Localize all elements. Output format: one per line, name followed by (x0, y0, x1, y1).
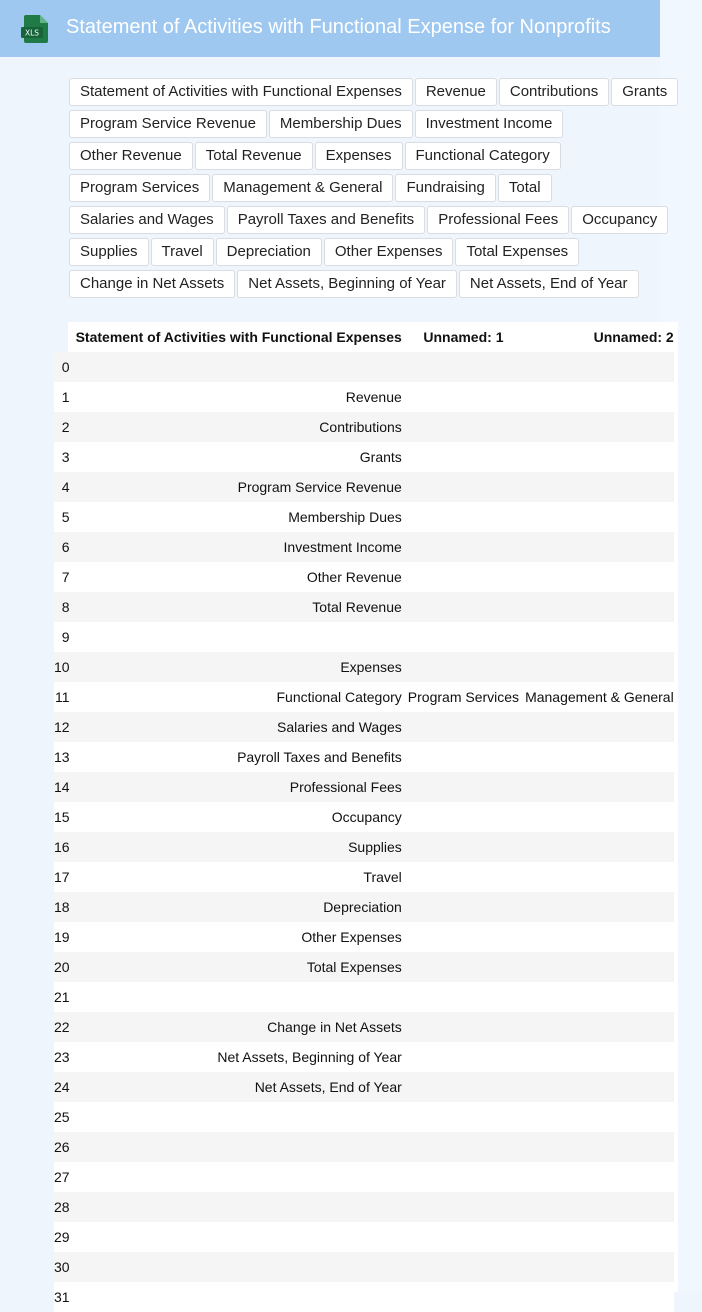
table-cell: Membership Dues (288, 509, 402, 525)
table-cell (519, 1042, 674, 1072)
row-index-cell: 23 (54, 1049, 70, 1065)
table-cell (76, 1222, 408, 1252)
table-cell (519, 1072, 674, 1102)
table-cell: Net Assets, Beginning of Year (217, 1049, 402, 1065)
table-row (54, 592, 674, 622)
column-tag-button[interactable]: Occupancy (571, 206, 668, 234)
row-index-cell: 9 (61, 629, 70, 645)
column-tag-button[interactable]: Professional Fees (427, 206, 569, 234)
table-cell (519, 1012, 674, 1042)
table-row (54, 832, 674, 862)
table-cell (408, 1222, 519, 1252)
table-cell: Program Service Revenue (237, 479, 402, 495)
table-cell (408, 472, 519, 502)
row-index-cell: 4 (61, 479, 70, 495)
column-tag-button[interactable]: Total (498, 174, 552, 202)
table-cell (76, 1192, 408, 1222)
table-cell (408, 382, 519, 412)
table-cell (408, 502, 519, 532)
table-row (54, 712, 674, 742)
table-cell (408, 562, 519, 592)
row-index-cell: 6 (61, 539, 70, 555)
table-cell (408, 772, 519, 802)
table-cell (519, 352, 674, 382)
table-cell: Grants (359, 449, 402, 465)
table-cell (519, 562, 674, 592)
row-index-cell: 16 (54, 839, 70, 855)
table-cell (408, 802, 519, 832)
column-tag-button[interactable]: Investment Income (415, 110, 564, 138)
table-cell: Expenses (340, 659, 402, 675)
row-index-cell: 2 (61, 419, 70, 435)
table-cell (519, 1132, 674, 1162)
table-cell (408, 892, 519, 922)
row-index-cell: 27 (54, 1169, 70, 1185)
table-row (54, 772, 674, 802)
column-tag-button[interactable]: Other Expenses (324, 238, 454, 266)
table-cell (519, 952, 674, 982)
row-index-cell: 12 (54, 719, 70, 735)
table-cell (519, 382, 674, 412)
column-tag-button[interactable]: Salaries and Wages (69, 206, 225, 234)
table-cell (519, 1162, 674, 1192)
table-row (54, 622, 674, 652)
column-header[interactable]: Unnamed: 1 (423, 329, 504, 345)
table-cell (408, 592, 519, 622)
row-index-cell: 0 (61, 359, 70, 375)
column-tag-button[interactable]: Depreciation (216, 238, 322, 266)
table-cell (519, 1222, 674, 1252)
table-row (54, 472, 674, 502)
row-index-cell: 15 (54, 809, 70, 825)
column-tag-button[interactable]: Program Services (69, 174, 210, 202)
table-cell (408, 1102, 519, 1132)
column-tag-button[interactable]: Membership Dues (269, 110, 413, 138)
table-row (54, 682, 674, 712)
row-index-cell: 21 (54, 989, 70, 1005)
table-cell (76, 1282, 408, 1312)
column-tag-button[interactable]: Program Service Revenue (69, 110, 267, 138)
table-row (54, 1072, 674, 1102)
table-row (54, 982, 674, 1012)
table-cell (519, 622, 674, 652)
table-row (54, 952, 674, 982)
column-tag-button[interactable]: Expenses (315, 142, 403, 170)
table-cell (519, 1282, 674, 1312)
row-index-cell: 30 (54, 1259, 70, 1275)
table-cell (408, 742, 519, 772)
column-tag-button[interactable]: Total Expenses (455, 238, 579, 266)
column-tag-button[interactable]: Statement of Activities with Functional Expenses (69, 78, 413, 106)
table-cell (408, 652, 519, 682)
table-cell (408, 1042, 519, 1072)
table-cell (408, 622, 519, 652)
row-index-cell: 19 (54, 929, 70, 945)
table-row (54, 652, 674, 682)
table-cell (519, 592, 674, 622)
row-index-cell: 25 (54, 1109, 70, 1125)
table-cell (408, 1282, 519, 1312)
table-cell (408, 832, 519, 862)
table-cell (76, 1162, 408, 1192)
table-row (54, 862, 674, 892)
table-cell (408, 1132, 519, 1162)
xls-icon-label: XLS (24, 28, 40, 38)
table-row (54, 742, 674, 772)
table-cell (519, 742, 674, 772)
row-index-cell: 7 (61, 569, 70, 585)
table-cell (519, 502, 674, 532)
table-cell (519, 532, 674, 562)
column-tag-button[interactable]: Net Assets, Beginning of Year (237, 270, 457, 298)
table-cell (519, 832, 674, 862)
table-row (54, 1162, 674, 1192)
table-cell (408, 442, 519, 472)
table-cell (519, 922, 674, 952)
table-cell (519, 982, 674, 1012)
table-cell (519, 442, 674, 472)
table-cell (408, 532, 519, 562)
column-tag-button[interactable]: Total Revenue (195, 142, 313, 170)
table-header-row (54, 322, 674, 352)
table-cell (519, 862, 674, 892)
column-tag-button[interactable]: Revenue (415, 78, 497, 106)
table-cell: Total Expenses (306, 959, 402, 975)
table-cell: Salaries and Wages (277, 719, 402, 735)
table-cell: Functional Category (276, 689, 402, 705)
row-index-cell: 8 (61, 599, 70, 615)
table-cell (519, 412, 674, 442)
data-table-viewport[interactable] (54, 322, 678, 1305)
row-index-cell: 3 (61, 449, 70, 465)
app-header (0, 0, 660, 57)
table-cell (76, 1102, 408, 1132)
table-cell (519, 652, 674, 682)
table-cell (76, 622, 408, 652)
row-index-cell: 11 (55, 689, 70, 705)
table-cell (76, 982, 408, 1012)
table-row (54, 352, 674, 382)
table-cell (408, 412, 519, 442)
table-row (54, 1132, 674, 1162)
table-cell (408, 1012, 519, 1042)
row-index-cell: 18 (54, 899, 70, 915)
table-cell (519, 1252, 674, 1282)
table-cell: Net Assets, End of Year (254, 1079, 402, 1095)
row-index-cell: 10 (54, 659, 70, 675)
table-row (54, 802, 674, 832)
table-cell: Supplies (348, 839, 402, 855)
table-cell: Contributions (319, 419, 402, 435)
table-cell (519, 472, 674, 502)
column-tag-button[interactable]: Management & General (212, 174, 393, 202)
column-tag-button[interactable]: Net Assets, End of Year (459, 270, 639, 298)
table-cell (519, 892, 674, 922)
column-tag-button[interactable]: Other Revenue (69, 142, 193, 170)
column-tag-list (69, 78, 681, 298)
table-cell (408, 922, 519, 952)
row-index-cell: 13 (54, 749, 70, 765)
table-cell: Investment Income (283, 539, 402, 555)
table-row (54, 502, 674, 532)
table-cell (408, 982, 519, 1012)
column-tag-button[interactable]: Supplies (69, 238, 149, 266)
table-row (54, 562, 674, 592)
table-cell: Payroll Taxes and Benefits (237, 749, 402, 765)
row-index-cell: 22 (54, 1019, 70, 1035)
table-row (54, 442, 674, 472)
table-cell (519, 712, 674, 742)
row-index-cell: 28 (54, 1199, 70, 1215)
table-cell: Other Revenue (306, 569, 402, 585)
row-index-cell: 17 (54, 869, 70, 885)
table-cell: Professional Fees (289, 779, 402, 795)
table-cell (408, 712, 519, 742)
row-index-cell: 14 (54, 779, 70, 795)
table-cell (408, 862, 519, 892)
column-tag-button[interactable]: Change in Net Assets (69, 270, 235, 298)
table-row (54, 1012, 674, 1042)
table-row (54, 532, 674, 562)
table-cell (408, 1192, 519, 1222)
index-column-header (54, 322, 76, 352)
table-cell: Depreciation (323, 899, 402, 915)
table-cell: Occupancy (331, 809, 402, 825)
table-cell (76, 1252, 408, 1282)
table-cell: Change in Net Assets (267, 1019, 402, 1035)
column-header[interactable]: Statement of Activities with Functional Expenses (75, 329, 402, 345)
table-cell (408, 1162, 519, 1192)
row-index-cell: 20 (54, 959, 70, 975)
table-cell: Program Services (407, 689, 520, 705)
table-cell (519, 1192, 674, 1222)
table-row (54, 412, 674, 442)
table-row (54, 1192, 674, 1222)
table-cell: Revenue (345, 389, 402, 405)
row-index-cell: 26 (54, 1139, 70, 1155)
row-index-cell: 31 (54, 1289, 70, 1305)
column-tag-button[interactable]: Contributions (499, 78, 609, 106)
page-title: Statement of Activities with Functional Expense for Nonprofits (66, 16, 611, 38)
column-tag-button[interactable]: Functional Category (405, 142, 561, 170)
table-cell: Other Expenses (301, 929, 402, 945)
table-cell (519, 802, 674, 832)
table-cell (408, 352, 519, 382)
table-cell: Management & General (525, 689, 674, 705)
column-tag-button[interactable]: Fundraising (395, 174, 495, 202)
table-cell: Total Revenue (312, 599, 402, 615)
column-tag-button[interactable]: Travel (151, 238, 214, 266)
row-index-cell: 24 (54, 1079, 70, 1095)
table-row (54, 1252, 674, 1282)
table-cell (408, 1252, 519, 1282)
table-row (54, 1042, 674, 1072)
data-table (54, 322, 674, 1312)
row-index-cell: 29 (54, 1229, 70, 1245)
table-cell (408, 952, 519, 982)
table-row (54, 382, 674, 412)
table-cell (408, 1072, 519, 1102)
table-row (54, 1282, 674, 1312)
row-index-cell: 1 (61, 389, 70, 405)
table-row (54, 922, 674, 952)
table-cell (76, 1132, 408, 1162)
row-index-cell: 5 (61, 509, 70, 525)
table-cell (519, 772, 674, 802)
xls-file-icon (21, 14, 49, 44)
table-cell (76, 352, 408, 382)
column-header[interactable]: Unnamed: 2 (593, 329, 674, 345)
table-row (54, 1102, 674, 1132)
table-cell (519, 1102, 674, 1132)
table-cell: Travel (363, 869, 402, 885)
table-row (54, 1222, 674, 1252)
column-tag-button[interactable]: Grants (611, 78, 678, 106)
table-row (54, 892, 674, 922)
column-tag-button[interactable]: Payroll Taxes and Benefits (227, 206, 426, 234)
